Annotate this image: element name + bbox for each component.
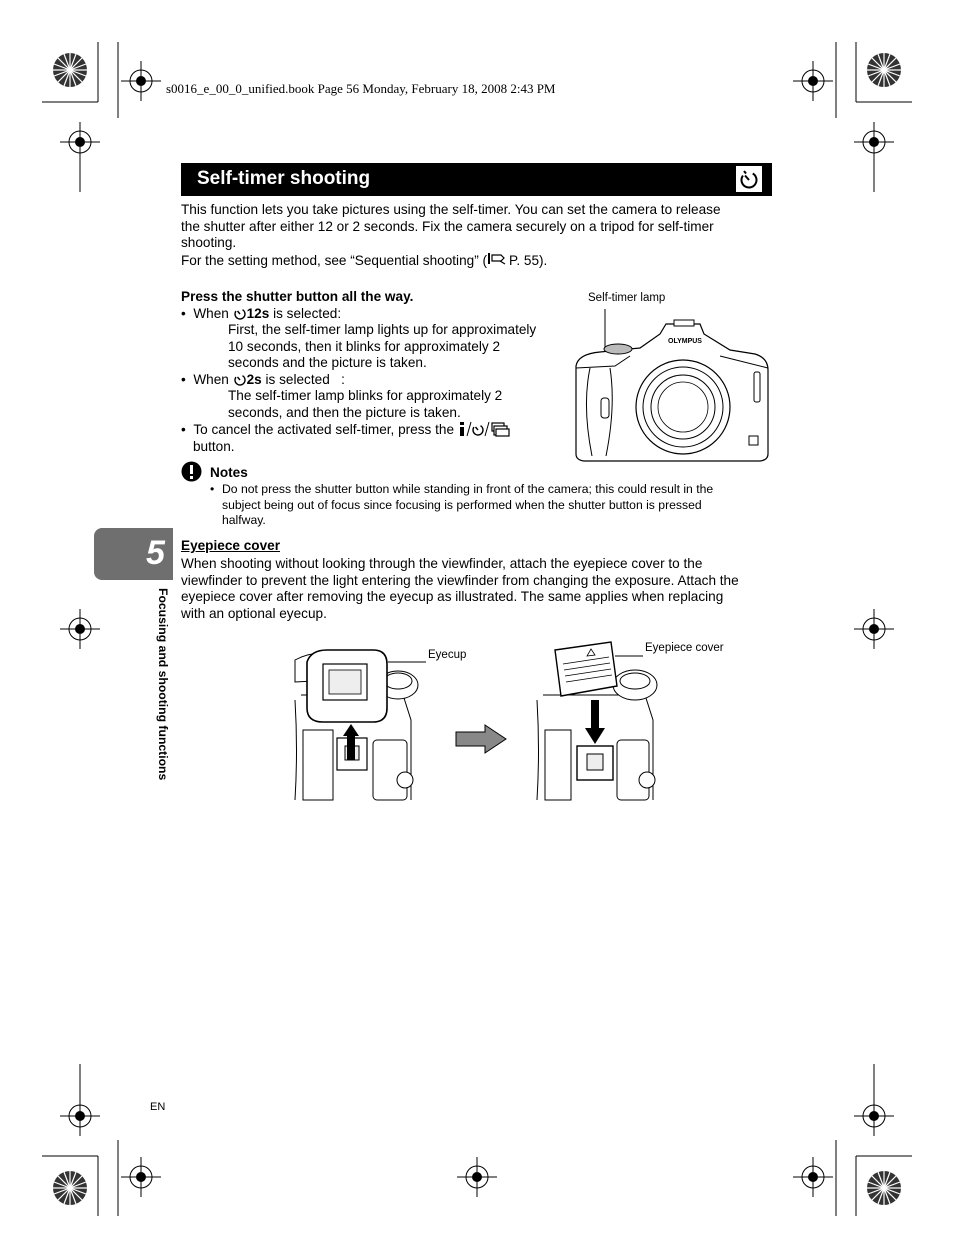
bullet-12s bbox=[181, 306, 561, 323]
notes-bullet: • bbox=[210, 482, 215, 496]
bullet-mark: • bbox=[181, 422, 186, 437]
bullet-text: When bbox=[193, 306, 233, 321]
bullet-colon: : bbox=[337, 306, 342, 321]
notes-title: Notes bbox=[210, 465, 248, 480]
chapter-title: Focusing and shooting functions bbox=[156, 588, 170, 781]
camera-front-illustration bbox=[570, 306, 775, 466]
arrow-right-icon bbox=[455, 724, 507, 754]
eyepiece-cover-label: Eyepiece cover bbox=[645, 642, 724, 654]
eyepiece-line: with an optional eyecup. bbox=[181, 605, 327, 621]
drive-button-icons bbox=[458, 422, 512, 437]
print-header-line: s0016_e_00_0_unified.book Page 56 Monday, February 18, 2008 2:43 PM bbox=[166, 81, 556, 96]
bullet-text: is selected bbox=[269, 306, 338, 321]
chapter-number: 5 bbox=[146, 534, 165, 572]
notes-text bbox=[222, 482, 782, 529]
self-timer-icon bbox=[233, 306, 247, 321]
bullet-text: To cancel the activated self-timer, press the bbox=[193, 422, 458, 437]
bullet-detail-line: seconds and the picture is taken. bbox=[228, 355, 427, 371]
self-timer-icon bbox=[736, 166, 762, 192]
eyepiece-line: viewfinder to prevent the light entering the viewfinder from changing the exposure. Attach the bbox=[181, 572, 739, 588]
bullet-text-bold: 12s bbox=[246, 306, 270, 321]
notes-line: halfway. bbox=[222, 513, 266, 528]
section-title: Self-timer shooting bbox=[197, 168, 371, 189]
intro-line: For the setting method, see “Sequential shooting” ( bbox=[181, 252, 488, 268]
page-reference-text: P. 55). bbox=[509, 252, 548, 268]
bullet-text-bold: 2s bbox=[246, 372, 262, 387]
eyepiece-heading: Eyepiece cover bbox=[181, 538, 280, 553]
eyepiece-cover-illustration bbox=[535, 640, 667, 802]
section-title-bar bbox=[181, 163, 772, 196]
intro-paragraph bbox=[181, 202, 781, 269]
bullet-mark: • bbox=[181, 306, 186, 321]
bullet-2s-detail bbox=[228, 388, 568, 421]
chapter-tab bbox=[94, 528, 173, 580]
bullet-2s bbox=[181, 372, 561, 389]
bullet-mark: • bbox=[181, 372, 186, 387]
bullet-text: is selected bbox=[261, 372, 330, 387]
eyecup-label: Eyecup bbox=[428, 649, 467, 661]
camera-brand-text: OLYMPUS bbox=[668, 338, 702, 345]
eyepiece-line: eyepiece cover after removing the eyecup as illustrated. The same applies when replacing bbox=[181, 589, 724, 605]
bullet-detail-line: seconds, and then the picture is taken. bbox=[228, 404, 461, 420]
notes-icon bbox=[181, 461, 202, 487]
bullet-cancel bbox=[181, 421, 561, 455]
intro-line: shooting. bbox=[181, 235, 237, 251]
bullet-text: button. bbox=[193, 438, 235, 454]
eyecup-removal-illustration bbox=[293, 640, 428, 802]
notes-line: subject being out of focus since focusing is performed when the shutter button is pressed bbox=[222, 497, 702, 512]
self-timer-lamp-label: Self-timer lamp bbox=[588, 292, 666, 304]
bullet-colon: : bbox=[341, 372, 345, 387]
bullet-detail-line: The self-timer lamp blinks for approximately 2 bbox=[228, 388, 503, 403]
language-footer: EN bbox=[150, 1101, 166, 1113]
intro-line: This function lets you take pictures using the self-timer. You can set the camera to release bbox=[181, 202, 721, 217]
bullet-detail-line: First, the self-timer lamp lights up for approximately bbox=[228, 322, 537, 337]
intro-reference-line bbox=[181, 252, 781, 270]
eyepiece-line: When shooting without looking through the viewfinder, attach the eyepiece cover to the bbox=[181, 556, 703, 571]
bullet-detail-line: 10 seconds, then it blinks for approximately 2 bbox=[228, 338, 501, 354]
eyepiece-paragraph bbox=[181, 556, 781, 622]
intro-line: the shutter after either 12 or 2 seconds. Fix the camera securely on a tripod for self-timer bbox=[181, 218, 714, 234]
page-reference-icon bbox=[487, 253, 509, 268]
bullet-text: When bbox=[193, 372, 233, 387]
self-timer-icon bbox=[233, 372, 247, 387]
notes-line: Do not press the shutter button while standing in front of the camera; this could result in the bbox=[222, 482, 714, 496]
bullet-12s-detail bbox=[228, 322, 568, 372]
step-heading: Press the shutter button all the way. bbox=[181, 289, 414, 304]
